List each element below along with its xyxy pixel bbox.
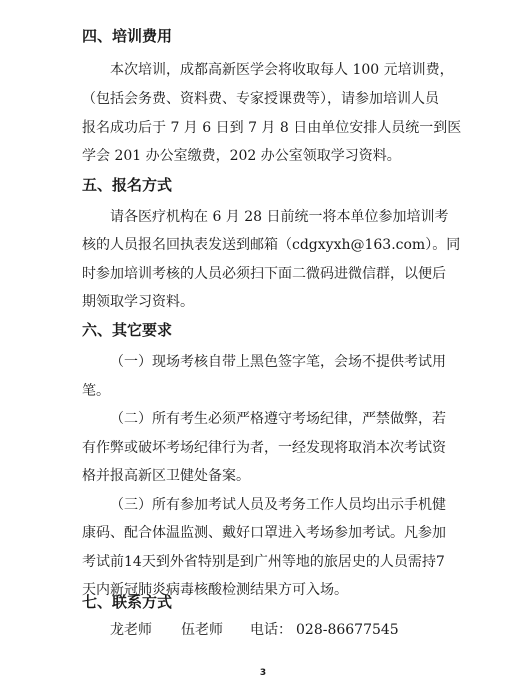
registration-line-4: 期领取学习资料。 <box>82 294 194 310</box>
fees-line-4: 学会 201 办公室缴费，202 办公室领取学习资料。 <box>82 148 401 164</box>
other-p1-line-1: （一）现场考核自带上黑色签字笔，会场不提供考试用 <box>110 354 446 370</box>
other-p3-line-2: 康码、配合体温监测、戴好口罩进入考场参加考试。凡参加 <box>82 525 446 541</box>
contact-person-wu: 伍老师 <box>181 622 223 638</box>
other-p3-line-3: 考试前14天到外省特别是到广州等地的旅居史的人员需持7 <box>82 554 445 570</box>
fees-line-3: 报名成功后于 7 月 6 日到 7 月 8 日由单位安排人员统一到医 <box>82 120 462 136</box>
contact-person-long: 龙老师 <box>110 622 152 638</box>
other-p3-line-1: （三）所有参加考试人员及考务工作人员均出示手机健 <box>110 497 446 513</box>
other-p2-line-2: 有作弊或破坏考场纪律行为者，一经发现将取消本次考试资 <box>82 440 446 456</box>
registration-line-3: 时参加培训考核的人员必须扫下面二微码进微信群，以便后 <box>82 266 446 282</box>
contact-phone-label: 电话： <box>250 622 292 638</box>
section-heading-other: 六、其它要求 <box>82 321 173 339</box>
page-number: 3 <box>259 668 267 678</box>
contact-phone-number: 028-86677545 <box>296 622 399 638</box>
section-heading-contact: 七、联系方式 <box>82 593 173 611</box>
registration-line-2: 核的人员报名回执表发送到邮箱（cdgxyxh@163.com）。同 <box>82 237 461 253</box>
other-p1-line-2: 笔。 <box>82 383 110 399</box>
other-p3-line-4: 天内新冠肺炎病毒核酸检测结果方可入场。 <box>82 582 348 598</box>
other-p2-line-3: 格并报高新区卫健处备案。 <box>82 468 250 484</box>
section-heading-registration: 五、报名方式 <box>82 176 173 194</box>
fees-line-1: 本次培训，成都高新医学会将收取每人 100 元培训费， <box>110 62 454 78</box>
registration-line-1: 请各医疗机构在 6 月 28 日前统一将本单位参加培训考 <box>110 209 449 225</box>
other-p2-line-1: （二）所有考生必须严格遵守考场纪律，严禁做弊，若 <box>110 411 446 427</box>
fees-line-2: （包括会务费、资料费、专家授课费等），请参加培训人员 <box>82 91 439 107</box>
section-heading-fees: 四、培训费用 <box>82 27 173 45</box>
